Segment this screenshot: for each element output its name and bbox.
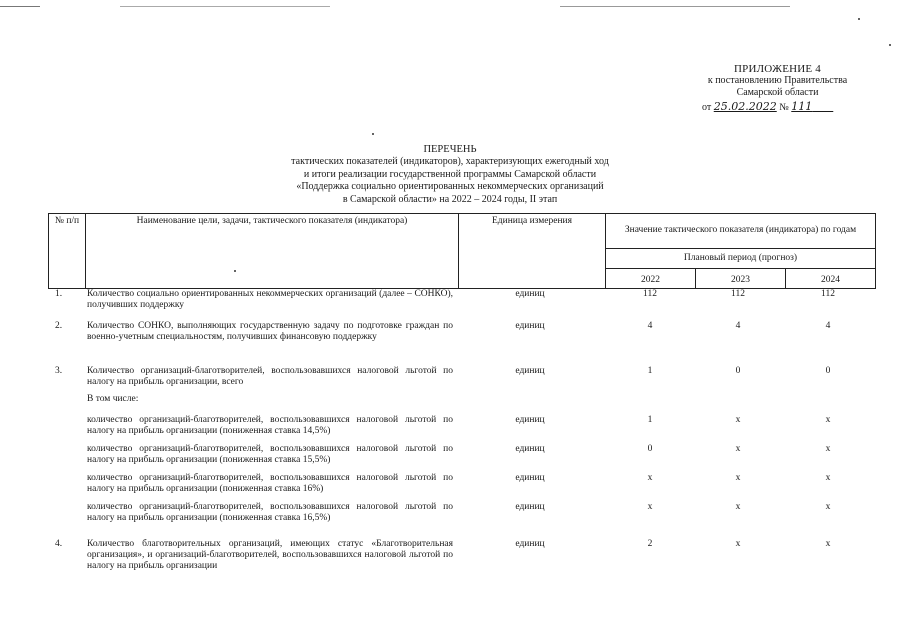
row-value-2022: x xyxy=(647,473,653,483)
row-name: Количество организаций-благотворителей, воспользовавшихся налоговой льготой по налогу на прибыль организации, всего xyxy=(87,366,453,387)
row-unit: единиц xyxy=(515,289,545,299)
row-name: количество организаций-благотворителей, воспользовавшихся налоговой льготой по налогу на прибыль организации (пониженная ставка 15,5%) xyxy=(87,444,453,465)
row-num: 4. xyxy=(55,539,63,549)
decree-number: 111 xyxy=(791,100,813,113)
row-name: количество организаций-благотворителей, воспользовавшихся налоговой льготой по налогу на прибыль организации (пониженная ставка 14,5%) xyxy=(87,415,453,436)
row-unit: единиц xyxy=(515,415,545,425)
row-value-2024: x xyxy=(825,415,831,425)
row-unit: единиц xyxy=(515,539,545,549)
indicator-table-header xyxy=(48,213,876,289)
row-value-2022: 1 xyxy=(647,415,653,425)
header-period: Плановый период (прогноз) xyxy=(606,248,876,269)
row-unit: единиц xyxy=(515,366,545,376)
row-value-2022: 4 xyxy=(647,321,653,331)
row-name: В том числе: xyxy=(87,394,139,404)
row-name: Количество СОНКО, выполняющих государственную задачу по подготовке граждан по военно-учетным специальностям, получивших финансовую поддержку xyxy=(87,321,453,342)
row-num: 1. xyxy=(55,289,63,299)
row-name: количество организаций-благотворителей, воспользовавшихся налоговой льготой по налогу на прибыль организации (пониженная ставка 16,5%) xyxy=(87,502,453,523)
header-year-2022: 2022 xyxy=(606,269,696,289)
row-unit: единиц xyxy=(515,321,545,331)
row-value-2022: 1 xyxy=(647,366,653,376)
header-year-2024: 2024 xyxy=(786,269,876,289)
header-unit: Единица измерения xyxy=(459,214,606,289)
row-value-2023: 0 xyxy=(735,366,741,376)
document-heading xyxy=(250,144,650,206)
row-unit: единиц xyxy=(515,444,545,454)
row-name: количество организаций-благотворителей, воспользовавшихся налоговой льготой по налогу на прибыль организации (пониженная ставка 16%) xyxy=(87,473,453,494)
row-num: 2. xyxy=(55,321,63,331)
appendix-line-1: к постановлению Правительства xyxy=(707,75,848,86)
row-value-2024: x xyxy=(825,473,831,483)
row-value-2023: x xyxy=(735,415,741,425)
appendix-block xyxy=(690,63,865,113)
row-value-2024: x xyxy=(825,539,831,549)
row-value-2023: x xyxy=(735,473,741,483)
heading-line-2: и итоги реализации государственной программы Самарской области xyxy=(303,168,597,180)
heading-title: ПЕРЕЧЕНЬ xyxy=(423,144,477,155)
scan-edge-line xyxy=(0,6,905,7)
header-num: № п/п xyxy=(49,214,86,289)
scan-speck xyxy=(889,44,891,46)
header-name: Наименование цели, задачи, тактического показателя (индикатора) xyxy=(86,214,459,289)
row-value-2022: x xyxy=(647,502,653,512)
appendix-line-2: Самарской области xyxy=(736,87,819,98)
header-year-2023: 2023 xyxy=(696,269,786,289)
row-value-2023: 112 xyxy=(731,289,745,299)
row-value-2024: 4 xyxy=(825,321,831,331)
date-prefix: от xyxy=(702,102,712,113)
heading-line-1: тактических показателей (индикаторов), характеризующих ежегодный ход xyxy=(291,156,609,168)
number-prefix: № xyxy=(779,102,789,113)
decree-date: 25.02.2022 xyxy=(713,100,777,113)
row-value-2023: 4 xyxy=(735,321,741,331)
row-value-2022: 2 xyxy=(647,539,653,549)
header-values: Значение тактического показателя (индикатора) по годам xyxy=(606,214,876,249)
row-num: 3. xyxy=(55,366,63,376)
row-value-2023: x xyxy=(735,502,741,512)
row-name: Количество социально ориентированных некоммерческих организаций (далее – СОНКО), получивших поддержку xyxy=(87,289,453,310)
row-name: Количество благотворительных организаций, имеющих статус «Благотворительная организация», и организаций-благотворителей, воспользовавшихся налоговой льготой по налогу на прибыль организации xyxy=(87,539,453,571)
appendix-title: ПРИЛОЖЕНИЕ 4 xyxy=(734,63,821,75)
heading-line-4: в Самарской области» на 2022 – 2024 годы, II этап xyxy=(342,193,558,205)
row-value-2024: x xyxy=(825,502,831,512)
row-value-2024: x xyxy=(825,444,831,454)
decree-reference xyxy=(702,101,862,114)
scan-speck xyxy=(858,18,860,20)
scan-speck xyxy=(372,133,374,135)
row-value-2023: x xyxy=(735,539,741,549)
row-value-2023: x xyxy=(735,444,741,454)
row-value-2024: 0 xyxy=(825,366,831,376)
heading-line-3: «Поддержка социально ориентированных некоммерческих организаций xyxy=(296,181,604,193)
row-value-2022: 112 xyxy=(643,289,657,299)
row-value-2022: 0 xyxy=(647,444,653,454)
row-unit: единиц xyxy=(515,502,545,512)
row-unit: единиц xyxy=(515,473,545,483)
row-value-2024: 112 xyxy=(821,289,835,299)
